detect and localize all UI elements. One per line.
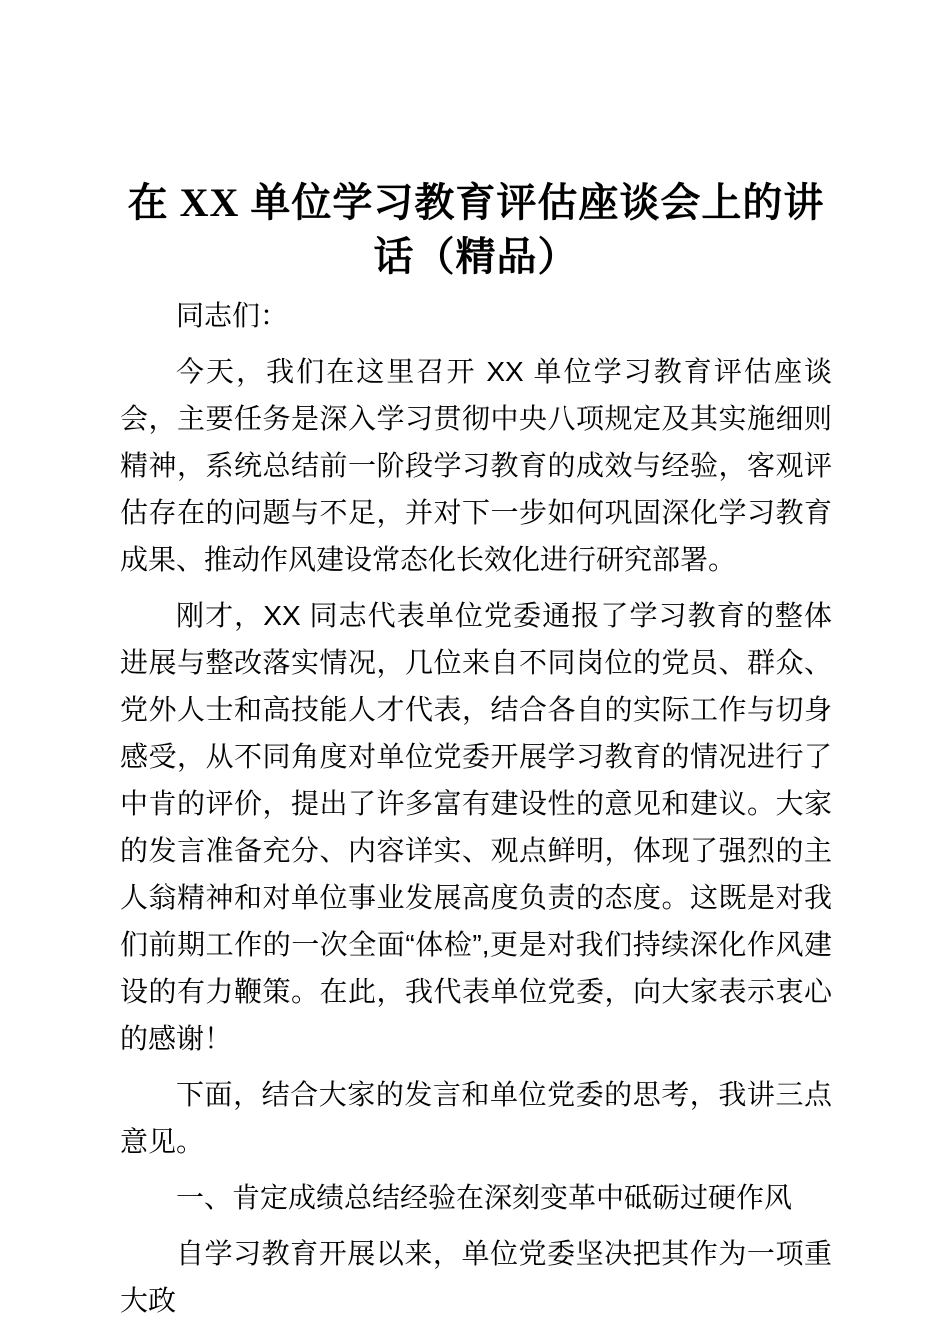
paragraph: 今天，我们在这里召开 XX 单位学习教育评估座谈会，主要任务是深入学习贯彻中央八项规定及其实施细则精神，系统总结前一阶段学习教育的成效与经验，客观评估存在的问题与不足，并对下一步如何巩固深化学习教育成果、推动作风建设常态化长效化进行研究部署。	[120, 356, 832, 575]
paragraph: 同志们：	[176, 300, 289, 331]
paragraph: 刚才，XX 同志代表单位党委通报了学习教育的整体进展与整改落实情况，几位来自不同岗位的党员、群众、党外人士和高技能人才代表，结合各自的实际工作与切身感受，从不同角度对单位党委开展学习教育的情况进行了中肯的评价，提出了许多富有建设性的意见和建议。大家的发言准备充分、内容详实、观点鲜明，体现了强烈的主人翁精神和对单位事业发展高度负责的态度。这既是对我们前期工作的一次全面“体检”,更是对我们持续深化作风建设的有力鞭策。在此，我代表单位党委，向大家表示衷心的感谢！	[120, 600, 832, 1054]
document-body	[120, 292, 832, 1324]
paragraph: 下面，结合大家的发言和单位党委的思考，我讲三点意见。	[120, 1079, 832, 1157]
document-title: 在 XX 单位学习教育评估座谈会上的讲话（精品）	[127, 180, 825, 279]
paragraph: 一、肯定成绩总结经验在深刻变革中砥砺过硬作风	[176, 1182, 793, 1213]
paragraph: 自学习教育开展以来，单位党委坚决把其作为一项重大政	[120, 1238, 832, 1316]
